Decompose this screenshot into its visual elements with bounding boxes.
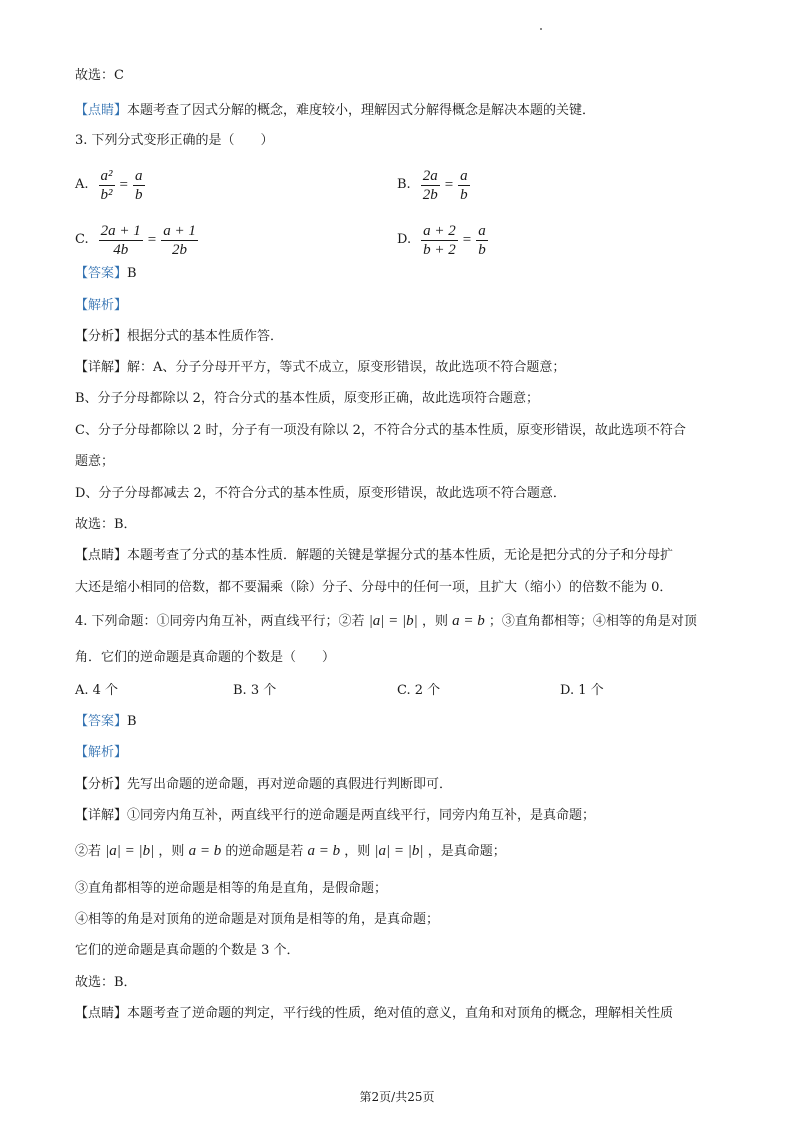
frac-denominator: b + 2: [423, 241, 456, 258]
q4-note: [75, 1004, 673, 1024]
q3-stem-text: 3. 下列分式变形正确的是（ ）: [75, 133, 274, 148]
equals-sign: =: [462, 232, 472, 248]
q3-note2: [75, 578, 672, 598]
option-d-label: D.: [397, 232, 412, 247]
option-b: B. 3 个: [233, 683, 277, 698]
q4-stem-line1: [75, 611, 697, 632]
q3-detail-d: [75, 484, 566, 504]
analysis-tag: 【解析】: [75, 298, 128, 313]
frac-numerator: a: [460, 167, 468, 184]
option-d-right-fraction: [476, 222, 488, 259]
detail-text: ①同旁内角互补，两直线平行的逆命题是两直线平行，同旁内角互补，是真命题；: [127, 808, 596, 823]
q4-analysis: [75, 743, 127, 763]
abs-equation: |a| = |b|: [105, 843, 155, 859]
q3-fenxi: [75, 327, 283, 347]
q3-detail-c1: [75, 421, 686, 441]
q4-option-a: [75, 681, 118, 701]
q3-detail: [75, 358, 565, 378]
fenxi-tag: 【分析】: [75, 777, 128, 792]
q4-option-d: [560, 681, 604, 701]
option-b-left-fraction: [421, 167, 440, 204]
frac-numerator: a + 1: [163, 222, 196, 239]
detail-2-part3: 的逆命题是若: [225, 844, 304, 859]
option-c-left-fraction: [99, 222, 143, 259]
answer-value: B: [127, 714, 137, 729]
detail-tag: 【详解】: [75, 360, 128, 375]
q3-stem: [75, 131, 274, 151]
detail-2-part4: ，则: [344, 844, 371, 859]
q4-fenxi: [75, 775, 452, 795]
note-tag: 【点睛】: [75, 103, 128, 118]
option-d: D. 1 个: [560, 683, 604, 698]
note-text: 本题考查了因式分解的概念，难度较小，理解因式分解得概念是解决本题的关键．: [127, 103, 596, 118]
equals-sign: =: [444, 177, 454, 193]
detail-c-cont: 题意；: [75, 454, 115, 469]
option-a-right-fraction: [133, 167, 145, 204]
equals-sign: =: [119, 177, 128, 193]
q2-choice-line: [75, 66, 124, 86]
q3-note1: [75, 546, 673, 566]
q2-note-line: [75, 101, 595, 121]
frac-numerator: a: [135, 167, 143, 184]
detail-3-text: ③直角都相等的逆命题是相等的角是直角，是假命题；: [75, 881, 388, 896]
answer-tag: 【答案】: [75, 714, 128, 729]
q4-stem-part1: 4. 下列命题：①同旁内角互补，两直线平行；②若: [75, 614, 365, 629]
note-text: 本题考查了逆命题的判定，平行线的性质，绝对值的意义，直角和对顶角的概念，理解相关性质: [127, 1006, 674, 1021]
q4-detail-4: [75, 910, 439, 930]
q3-option-b: [397, 163, 472, 207]
count-text: 它们的逆命题是真命题的个数是 3 个．: [75, 943, 300, 958]
option-d-left-fraction: [421, 222, 458, 259]
q4-answer: [75, 712, 137, 732]
q3-choose: [75, 515, 137, 535]
frac-numerator: a + 2: [423, 222, 456, 239]
frac-denominator: 2b: [172, 241, 188, 258]
detail-2-part5: ，是真命题；: [427, 844, 506, 859]
option-a-label: A.: [75, 177, 89, 192]
scan-dot: [540, 28, 542, 30]
q4-stem-line2: [75, 648, 335, 668]
detail-c-text: C、分子分母都除以 2 时，分子有一项没有除以 2，不符合分式的基本性质，原变形错误，故此选项不符合: [75, 423, 686, 438]
choose-text: 故选：B．: [75, 517, 137, 532]
choose-text: 故选：B．: [75, 975, 137, 990]
q3-analysis: [75, 296, 127, 316]
option-c: C. 2 个: [397, 683, 441, 698]
answer-value: B: [127, 266, 137, 281]
q4-option-c: [397, 681, 440, 701]
frac-denominator: b: [135, 186, 143, 203]
option-b-label: B.: [397, 177, 411, 192]
option-a-left-fraction: [99, 167, 115, 204]
detail-2-part2: ，则: [158, 844, 185, 859]
q4-detail: [75, 806, 595, 826]
q3-detail-c2: [75, 452, 114, 472]
abs-equation: |a| = |b|: [374, 843, 424, 859]
q4-stem-part3: ；③直角都相等；④相等的角是对顶: [488, 614, 697, 629]
q4-detail-2: [75, 841, 506, 862]
detail-b-text: B、分子分母都除以 2，符合分式的基本性质，原变形正确，故此选项符合题意；: [75, 391, 539, 406]
option-b-right-fraction: [458, 167, 470, 204]
abs-equation: |a| = |b|: [368, 613, 418, 629]
frac-numerator: a²: [100, 167, 113, 184]
q4-stem-cont: 角．它们的逆命题是真命题的个数是（ ）: [75, 650, 336, 665]
frac-numerator: a: [478, 222, 486, 239]
frac-denominator: 4b: [113, 241, 129, 258]
q3-option-c: [75, 218, 200, 262]
q4-stem-part2: ，则: [421, 614, 448, 629]
note-tag: 【点睛】: [75, 548, 128, 563]
equals-sign: =: [147, 232, 157, 248]
q2-choice: 故选：C: [75, 68, 124, 83]
q3-answer: [75, 264, 137, 284]
fenxi-text: 根据分式的基本性质作答．: [127, 329, 284, 344]
detail-text: 解：A、分子分母开平方，等式不成立，原变形错误，故此选项不符合题意；: [127, 360, 566, 375]
detail-2-part1: ②若: [75, 844, 102, 859]
detail-d-text: D、分子分母都减去 2，不符合分式的基本性质，原变形错误，故此选项不符合题意．: [75, 486, 566, 501]
equation: a = b: [307, 843, 341, 859]
note-text: 本题考查了分式的基本性质．解题的关键是掌握分式的基本性质，无论是把分式的分子和分母扩: [127, 548, 674, 563]
frac-denominator: 2b: [422, 186, 438, 203]
frac-denominator: b²: [100, 186, 113, 203]
q3-detail-b: [75, 389, 539, 409]
option-c-right-fraction: [161, 222, 198, 259]
answer-tag: 【答案】: [75, 266, 128, 281]
frac-denominator: b: [460, 186, 468, 203]
detail-4-text: ④相等的角是对顶角的逆命题是对顶角是相等的角，是真命题；: [75, 912, 440, 927]
q4-count: [75, 941, 300, 961]
q3-option-d: [397, 218, 490, 262]
equation: a = b: [452, 613, 485, 629]
q4-choose: [75, 973, 137, 993]
note-tag: 【点睛】: [75, 1006, 128, 1021]
frac-denominator: b: [478, 241, 486, 258]
option-a: A. 4 个: [75, 683, 119, 698]
fenxi-text: 先写出命题的逆命题，再对逆命题的真假进行判断即可．: [127, 777, 453, 792]
detail-tag: 【详解】: [75, 808, 128, 823]
option-c-label: C.: [75, 232, 89, 247]
fenxi-tag: 【分析】: [75, 329, 128, 344]
equation: a = b: [188, 843, 222, 859]
q3-option-a: [75, 163, 147, 207]
note-text-cont: 大还是缩小相同的倍数，都不要漏乘（除）分子、分母中的任何一项，且扩大（缩小）的倍数不能为 0．: [75, 580, 673, 595]
frac-numerator: 2a: [422, 167, 438, 184]
analysis-tag: 【解析】: [75, 745, 128, 760]
page-footer: 第2页/共25页: [359, 1090, 435, 1104]
q4-detail-3: [75, 879, 387, 899]
frac-numerator: 2a + 1: [100, 222, 141, 239]
q4-option-b: [233, 681, 276, 701]
